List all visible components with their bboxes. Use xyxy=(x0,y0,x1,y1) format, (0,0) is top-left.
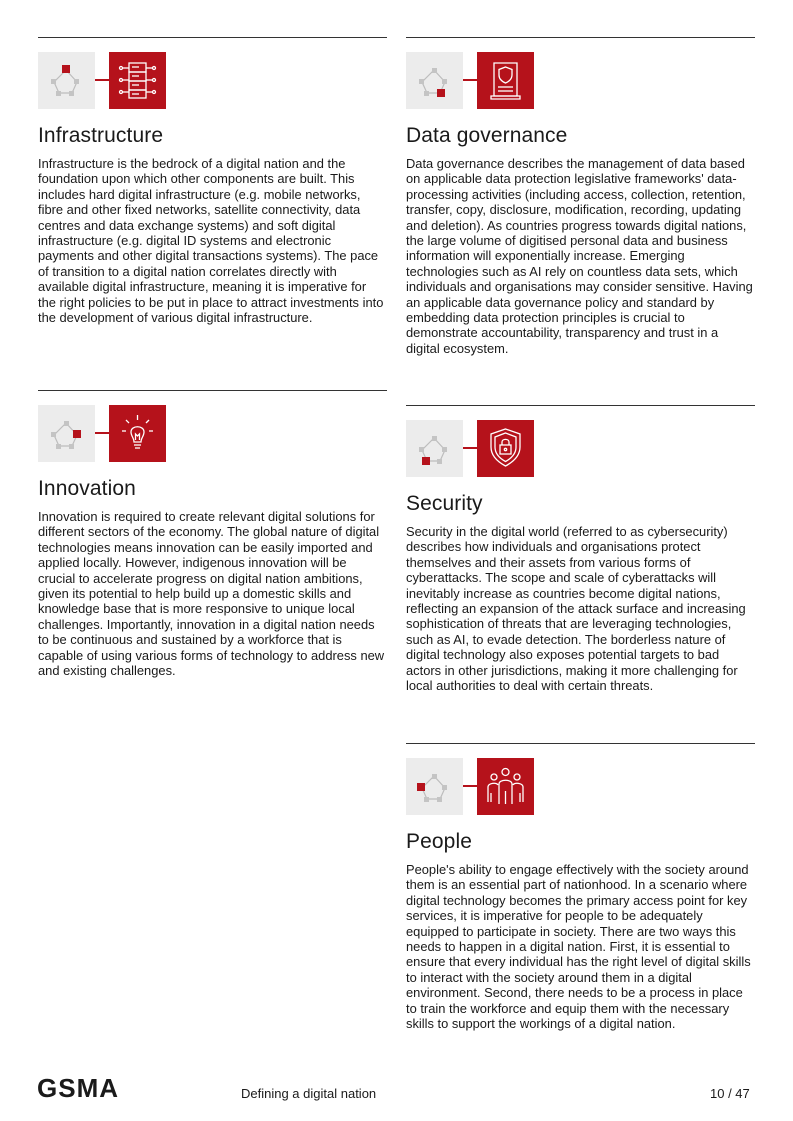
network-nodes-icon xyxy=(38,52,95,109)
section-body: Infrastructure is the bedrock of a digital nation and the foundation upon which other components are built. This includes hard digital infrastructure (e.g. mobile networks, fibre and other fixed networks, satellite connectivity, data centres and data exchange systems) and soft digital infrastructure (e.g. digital ID systems and electronic payments and other digital transactions systems). The pace of transition to a digital nation correlates directly with available digital infrastructure, meaning it is imperative for the right policies to be put in place to attract investments into the development of various digital infrastructure. xyxy=(38,156,384,326)
network-nodes-icon xyxy=(406,420,463,477)
section-icon-group xyxy=(38,405,387,463)
section-icon-group xyxy=(406,52,755,110)
lightbulb-icon xyxy=(109,405,166,462)
section-title: People xyxy=(406,830,472,853)
section-divider xyxy=(38,390,387,391)
icon-connector xyxy=(463,785,477,787)
section-icon-group xyxy=(38,52,387,110)
section-body: Data governance describes the management of data based on applicable data protection legislative frameworks' data-processing activities (including access, collection, retention, transfer, copy, disclosure, modification, recording, updating and deletion). As countries progress towards digital nations, the large volume of digitised personal data and business information will exponentially increase. Emerging technologies such as AI rely on countless data sets, which individuals and organisations may consider sensitive. Having an applicable data governance policy and standard by embedding data protection principles is crucial to demonstrate accountability, transparency and trust in a digital ecosystem. xyxy=(406,156,753,356)
page-number: 10 / 47 xyxy=(710,1086,750,1101)
network-nodes-icon xyxy=(406,758,463,815)
group-people-icon xyxy=(477,758,534,815)
section-infrastructure xyxy=(38,37,387,325)
section-icon-group xyxy=(406,758,755,816)
shield-document-icon xyxy=(477,52,534,109)
gsma-logo-text: GSMA xyxy=(37,1076,119,1100)
icon-connector xyxy=(95,432,109,434)
section-innovation xyxy=(38,390,387,678)
section-icon-group xyxy=(406,420,755,478)
document-title: Defining a digital nation xyxy=(241,1086,377,1101)
shield-lock-icon xyxy=(477,420,534,477)
section-people xyxy=(406,743,755,1031)
gsma-logo xyxy=(37,1076,159,1105)
section-title: Innovation xyxy=(38,477,136,500)
icon-connector xyxy=(463,447,477,449)
network-nodes-icon xyxy=(406,52,463,109)
section-data-governance xyxy=(406,37,755,356)
section-divider xyxy=(38,37,387,38)
server-rack-icon xyxy=(109,52,166,109)
network-nodes-icon xyxy=(38,405,95,462)
section-body: People's ability to engage effectively with the society around them is an essential part of nationhood. In a scenario where digital technology becomes the primary access point for key services, it is imperative for people to be adequately equipped to participate in society. There are two ways this needs to happen in a digital nation. First, it is essential to ensure that every individual has the right level of digital skills to interact with the society around them in a digital environment. Second, there needs to be a process in place to train the workforce and equip them with the necessary skills to support the workings of a digital nation. xyxy=(406,862,751,1032)
section-divider xyxy=(406,743,755,744)
icon-connector xyxy=(95,79,109,81)
section-title: Infrastructure xyxy=(38,124,164,147)
section-security xyxy=(406,405,755,693)
section-body: Security in the digital world (referred to as cybersecurity) describes how individuals and organisations protect themselves and their assets from various forms of cyberattacks. The scope and scale of cyberattacks will inevitably increase as countries become digital nations, reflecting an expansion of the attack surface and increasing sophistication of threats that are leveraging technologies, such as AI, to evade detection. The borderless nature of digital technology also exposes potential targets to bad actors in other jurisdictions, making it more challenging for local authorities to deal with certain threats. xyxy=(406,524,746,694)
section-divider xyxy=(406,37,755,38)
section-body: Innovation is required to create relevant digital solutions for different sectors of the economy. The global nature of digital technologies means innovation can be easily imported and applied locally. However, indigenous innovation will be crucial to accelerate progress on digital nation ambitions, given its potential to help build up a domestic skills and knowledge base that is more responsive to unique local challenges. Importantly, innovation in a digital nation needs to be continuous and sustained by a workforce that is capable of using various forms of technology to address new and existing challenges. xyxy=(38,509,385,679)
section-title: Data governance xyxy=(406,124,568,147)
section-title: Security xyxy=(406,492,483,515)
icon-connector xyxy=(463,79,477,81)
section-divider xyxy=(406,405,755,406)
